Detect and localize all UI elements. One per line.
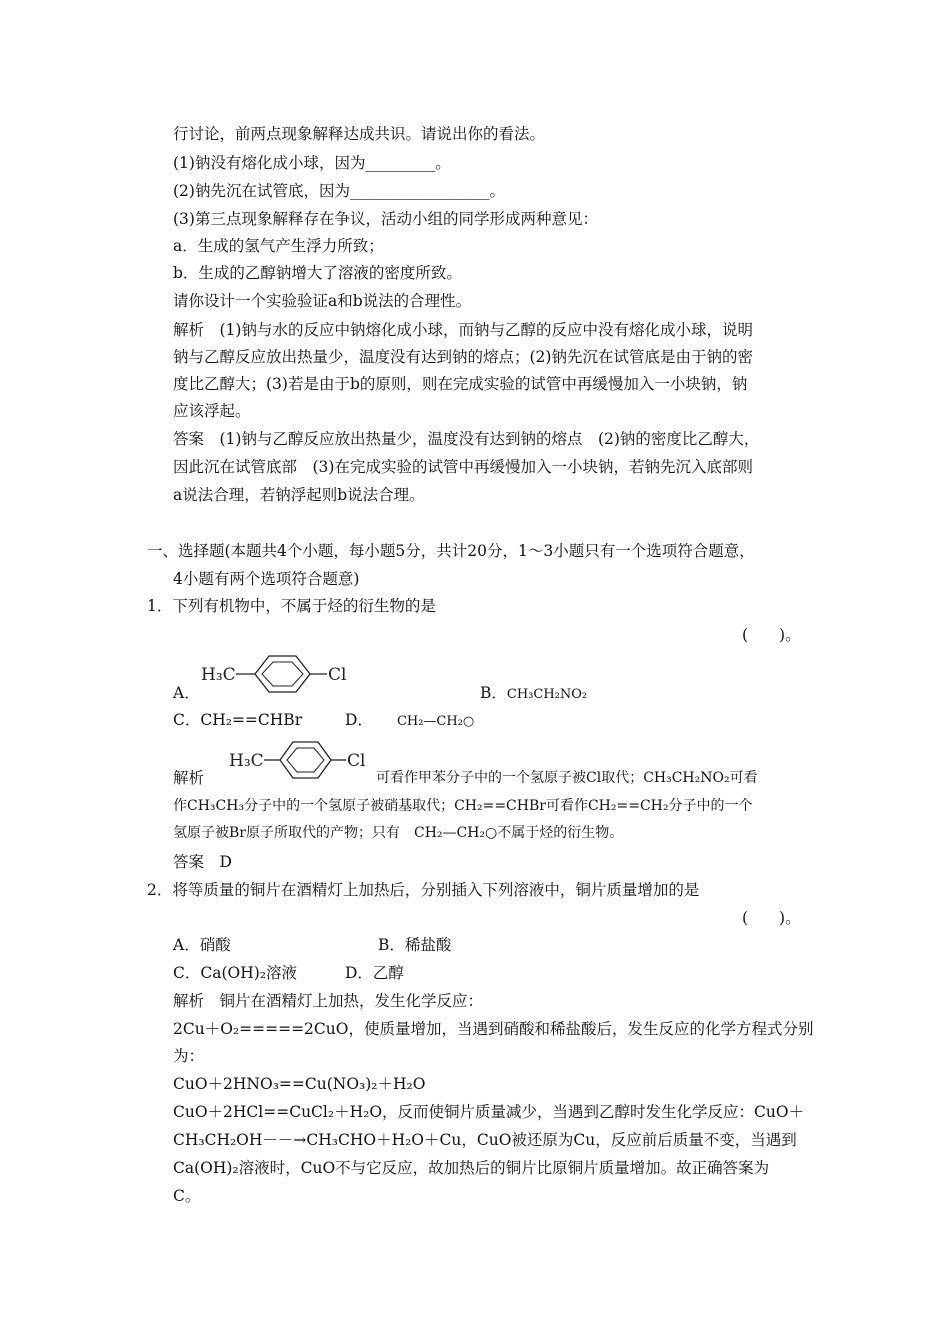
- intro-line-1: 行讨论，前两点现象解释达成共识。请说出你的看法。: [173, 125, 546, 143]
- analysis-line: 作CH₃CH₃分子中的一个氢原子被硝基取代；CH₂==CHBr可看作CH₂==CH₂分子中的一个: [173, 798, 753, 814]
- design-prompt: 请你设计一个实验验证a和b说法的合理性。: [173, 292, 472, 310]
- option-c: C．CH₂==CHBr: [173, 711, 303, 729]
- analysis-line: 氢原子被Br原子所取代的产物；只有 CH₂—CH₂○不属于烃的衍生物。: [173, 825, 624, 841]
- chlorotoluene-structure-a: [200, 652, 360, 698]
- intro-question-2: (2)钠先沉在试管底，因为__________________。: [173, 182, 505, 200]
- option-c: C．Ca(OH)₂溶液: [173, 964, 297, 982]
- option-d: D．乙醇: [345, 964, 404, 982]
- question-1-stem: 1．下列有机物中，不属于烃的衍生物的是: [147, 597, 436, 615]
- analysis-line: CuO＋2HCl==CuCl₂＋H₂O，反而使铜片质量减少，当遇到乙醇时发生化学反应：CuO＋: [173, 1103, 805, 1121]
- analysis-line: 2Cu＋O₂=====2CuO，使质量增加，当遇到硝酸和稀盐酸后，发生反应的化学方程式分别: [173, 1020, 814, 1038]
- chlorotoluene-structure-b: [228, 738, 376, 784]
- analysis-line: 解析 铜片在酒精灯上加热，发生化学反应：: [173, 992, 484, 1010]
- answer-line: 答案 (1)钠与乙醇反应放出热量少，温度没有达到钠的熔点 (2)钠的密度比乙醇大，: [173, 430, 760, 448]
- analysis-line: 解析 (1)钠与水的反应中钠熔化成小球，而钠与乙醇的反应中没有熔化成小球，说明: [173, 321, 753, 339]
- methyl-group: H₃C: [201, 665, 236, 685]
- analysis-line: C。: [173, 1187, 201, 1205]
- chlorine-atom: Cl: [328, 665, 347, 685]
- answer-bracket: ( )。: [742, 626, 801, 644]
- section-header-cont: 4小题有两个选项符合题意): [173, 570, 360, 588]
- analysis-line: Ca(OH)₂溶液时，CuO不与它反应，故加热后的铜片比原铜片质量增加。故正确答案为: [173, 1159, 770, 1177]
- question-2-stem: 2．将等质量的铜片在酒精灯上加热后，分别插入下列溶液中，铜片质量增加的是: [147, 881, 700, 899]
- answer-line: 答案 D: [173, 853, 232, 871]
- intro-question-3: (3)第三点现象解释存在争议，活动小组的同学形成两种意见：: [173, 210, 598, 228]
- answer-line: 因此沉在试管底部 (3)在完成实验的试管中再缓慢加入一小块钠，若钠先沉入底部则: [173, 458, 753, 476]
- option-b-label: B．: [480, 684, 507, 702]
- opinion-b: b．生成的乙醇钠增大了溶液的密度所致。: [173, 264, 462, 282]
- methyl-group: H₃C: [229, 751, 264, 771]
- option-b: [480, 683, 587, 705]
- equation-line: CuO＋2HNO₃==Cu(NO₃)₂＋H₂O: [173, 1075, 426, 1093]
- intro-question-1: (1)钠没有熔化成小球，因为_________。: [173, 154, 451, 172]
- analysis-line: CH₃CH₂OH－－→CH₃CHO＋H₂O＋Cu，CuO被还原为Cu，反应前后质量不变，当遇到: [173, 1131, 797, 1149]
- answer-bracket: ( )。: [742, 909, 801, 927]
- chlorine-atom: Cl: [347, 751, 366, 771]
- analysis-line: 为：: [173, 1047, 205, 1065]
- opinion-a: a．生成的氢气产生浮力所致；: [173, 237, 384, 255]
- answer-line: a说法合理，若钠浮起则b说法合理。: [173, 486, 425, 504]
- analysis-label: 解析: [173, 769, 205, 787]
- option-d-label: D．: [345, 711, 373, 729]
- option-d-formula: CH₂—CH₂○: [396, 714, 475, 729]
- option-a-label: A．: [173, 684, 200, 702]
- analysis-line: 应该浮起。: [173, 402, 251, 420]
- option-b-formula: CH₃CH₂NO₂: [506, 687, 588, 702]
- option-d: [345, 710, 474, 732]
- analysis-line: 可看作甲苯分子中的一个氢原子被Cl取代；CH₃CH₂NO₂可看: [376, 770, 758, 786]
- section-header: 一、选择题(本题共4个小题，每小题5分，共计20分，1～3小题只有一个选项符合题意，: [147, 542, 755, 560]
- option-b: B．稀盐酸: [378, 936, 452, 954]
- analysis-line: 度比乙醇大；(3)若是由于b的原则，则在完成实验的试管中再缓慢加入一小块钠，钠: [173, 375, 748, 393]
- analysis-line: 钠与乙醇反应放出热量少，温度没有达到钠的熔点；(2)钠先沉在试管底是由于钠的密: [173, 348, 753, 366]
- option-a: A．硝酸: [173, 936, 231, 954]
